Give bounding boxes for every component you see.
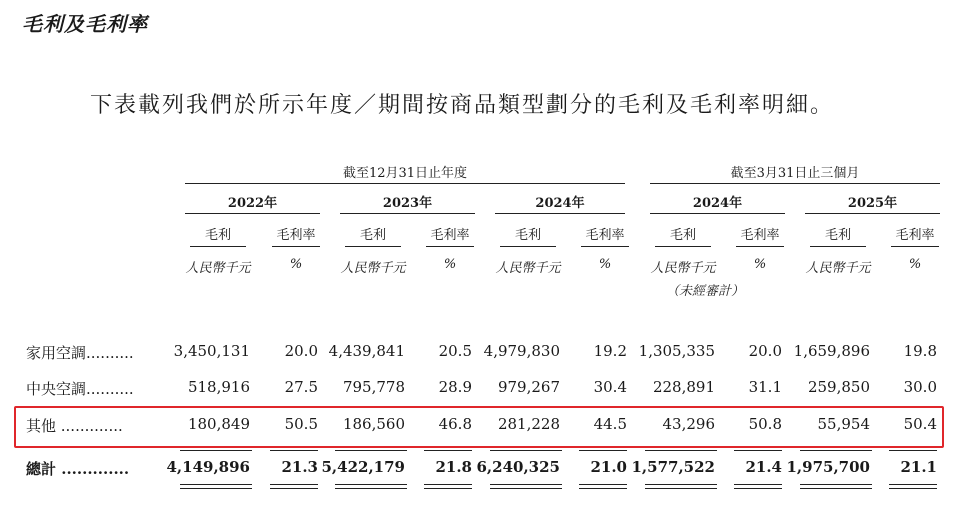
double-rule-total [180, 484, 252, 489]
cell-profit: 186,560 [342, 415, 405, 433]
col-label-margin: 毛利率 [430, 228, 470, 243]
rule-col-label [345, 246, 401, 247]
cell-margin: 50.5 [284, 415, 318, 433]
cell-profit: 43,296 [662, 415, 715, 433]
cell-profit: 1,659,896 [793, 342, 870, 360]
cell-profit: 795,778 [342, 378, 405, 396]
rule-col-label [426, 246, 474, 247]
cell-margin: 20.5 [438, 342, 472, 360]
rule-above-total [734, 450, 782, 451]
cell-margin: 30.4 [593, 378, 627, 396]
cell-margin: 28.9 [438, 378, 472, 396]
double-rule-total [490, 484, 562, 489]
rule-col-label [891, 246, 939, 247]
cell-margin: 44.5 [593, 415, 627, 433]
rule-above-total [645, 450, 717, 451]
unaudited-note: （未經審計） [665, 284, 744, 299]
rule-above-total [335, 450, 407, 451]
total-margin: 21.0 [590, 458, 627, 476]
rule-above-total [579, 450, 627, 451]
cell-margin: 46.8 [438, 415, 472, 433]
unit-profit: 人民幣千元 [805, 261, 871, 276]
cell-profit: 518,916 [187, 378, 250, 396]
unit-margin: % [289, 257, 303, 272]
rule-year [340, 213, 475, 214]
cell-margin: 31.1 [748, 378, 782, 396]
cell-profit: 228,891 [652, 378, 715, 396]
unit-profit: 人民幣千元 [650, 261, 716, 276]
col-label-profit: 毛利 [514, 228, 541, 243]
cell-margin: 20.0 [284, 342, 318, 360]
unit-profit: 人民幣千元 [340, 261, 406, 276]
unit-margin: % [908, 257, 922, 272]
row-label: 其他 ............. [26, 417, 123, 435]
cell-margin: 20.0 [748, 342, 782, 360]
rule-year [650, 213, 785, 214]
unit-margin: % [443, 257, 457, 272]
double-rule-total [270, 484, 318, 489]
group-header-annual: 截至12月31日止年度 [342, 166, 468, 181]
total-margin: 21.8 [435, 458, 472, 476]
double-rule-total [645, 484, 717, 489]
rule-col-label [736, 246, 784, 247]
total-profit: 1,577,522 [631, 458, 715, 476]
col-label-margin: 毛利率 [276, 228, 316, 243]
cell-profit: 4,979,830 [483, 342, 560, 360]
total-margin: 21.4 [745, 458, 782, 476]
rule-col-label [655, 246, 711, 247]
rule-col-label [272, 246, 320, 247]
intro-paragraph: 下表載列我們於所示年度／期間按商品類型劃分的毛利及毛利率明細。 [90, 93, 835, 118]
col-label-profit: 毛利 [669, 228, 696, 243]
unit-profit: 人民幣千元 [495, 261, 561, 276]
double-rule-total [734, 484, 782, 489]
total-profit: 6,240,325 [476, 458, 560, 476]
rule-above-total [180, 450, 252, 451]
cell-profit: 281,228 [497, 415, 560, 433]
rule-col-label [500, 246, 556, 247]
rule-year [805, 213, 940, 214]
year-header: 2024年 [535, 196, 585, 211]
rule-year [495, 213, 625, 214]
col-label-profit: 毛利 [359, 228, 386, 243]
rule-above-total [889, 450, 937, 451]
col-label-margin: 毛利率 [895, 228, 935, 243]
cell-profit: 1,305,335 [638, 342, 715, 360]
rule-above-total [270, 450, 318, 451]
cell-profit: 259,850 [807, 378, 870, 396]
rule-above-total [424, 450, 472, 451]
total-margin: 21.1 [900, 458, 937, 476]
double-rule-total [424, 484, 472, 489]
section-heading: 毛利及毛利率 [22, 12, 148, 36]
cell-profit: 4,439,841 [328, 342, 405, 360]
year-header: 2024年 [692, 196, 743, 211]
cell-margin: 50.8 [748, 415, 782, 433]
row-label: 中央空調.......... [26, 380, 134, 398]
cell-profit: 979,267 [497, 378, 560, 396]
col-label-margin: 毛利率 [740, 228, 780, 243]
cell-margin: 30.0 [903, 378, 937, 396]
rule-col-label [810, 246, 866, 247]
col-label-profit: 毛利 [204, 228, 231, 243]
rule-above-total [800, 450, 872, 451]
cell-margin: 27.5 [284, 378, 318, 396]
group-header-quarter: 截至3月31日止三個月 [730, 166, 860, 181]
rule-annual [185, 183, 625, 184]
unit-margin: % [753, 257, 767, 272]
year-header: 2023年 [382, 196, 433, 211]
double-rule-total [889, 484, 937, 489]
col-label-margin: 毛利率 [585, 228, 625, 243]
double-rule-total [800, 484, 872, 489]
col-label-profit: 毛利 [824, 228, 851, 243]
double-rule-total [579, 484, 627, 489]
unit-margin: % [598, 257, 612, 272]
year-header: 2025年 [847, 196, 898, 211]
cell-profit: 3,450,131 [173, 342, 250, 360]
total-profit: 5,422,179 [321, 458, 405, 476]
cell-profit: 55,954 [817, 415, 870, 433]
total-profit: 1,975,700 [786, 458, 870, 476]
total-label: 總計 ............. [26, 460, 130, 478]
cell-margin: 19.2 [593, 342, 627, 360]
rule-above-total [490, 450, 562, 451]
total-margin: 21.3 [281, 458, 318, 476]
unit-profit: 人民幣千元 [185, 261, 251, 276]
cell-margin: 50.4 [903, 415, 937, 433]
rule-quarter [650, 183, 940, 184]
cell-profit: 180,849 [187, 415, 250, 433]
cell-margin: 19.8 [903, 342, 937, 360]
row-label: 家用空調.......... [26, 344, 134, 362]
total-profit: 4,149,896 [166, 458, 250, 476]
year-header: 2022年 [227, 196, 278, 211]
rule-col-label [581, 246, 629, 247]
double-rule-total [335, 484, 407, 489]
rule-year [185, 213, 320, 214]
rule-col-label [190, 246, 246, 247]
